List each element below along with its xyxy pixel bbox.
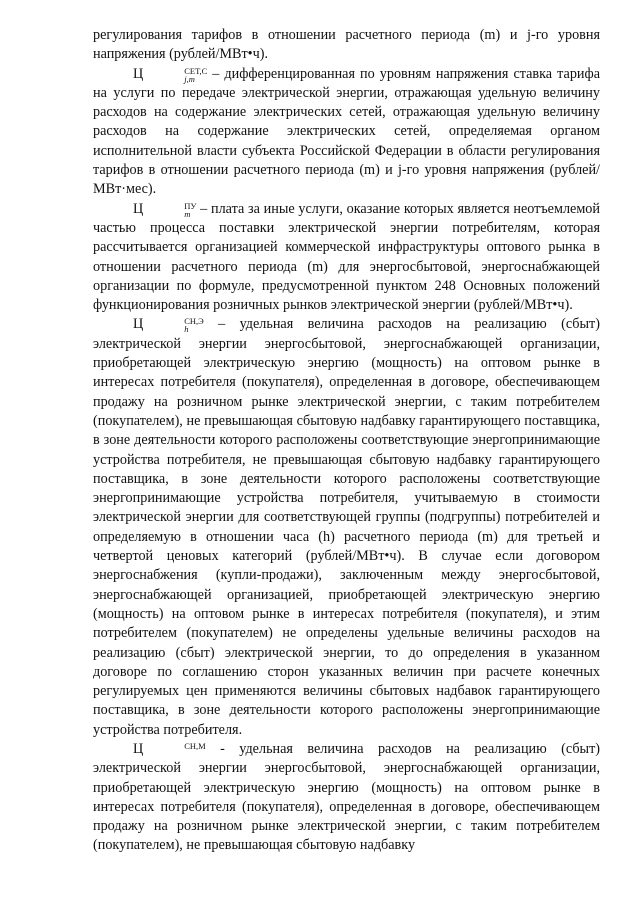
formula-symbol: Ц СН,Э h (133, 316, 204, 335)
symbol-subscript: h (184, 324, 189, 335)
symbol-subscript: j,m (184, 73, 195, 84)
paragraph-other-services (93, 200, 600, 316)
paragraph-text: регулирования тарифов в отношении расчетного периода (m) и j-го уровня напряжения (рублей/МВт•ч). (93, 27, 600, 63)
symbol-superscript: СН,М (184, 740, 206, 751)
paragraph-sales-markup-energy (93, 315, 600, 740)
symbol-superscript: ПУ (184, 200, 197, 211)
symbol-indices (144, 202, 196, 218)
formula-symbol: Ц СЕТ,С j,m (133, 65, 208, 84)
paragraph-text: – плата за иные услуги, оказание которых является неотъемлемой частью процесса поставки электрической энергии потребителям, которая рассчитывается организацией коммерческой инфраструктуры оптового рынка в отношении расчетного периода (m) для энергосбытовой, энергоснабжающей организации по формуле, предусмотренной пунктом 248 Основных положений функционирования розничных рынков электрической энергии (рублей/МВт•ч). (93, 200, 600, 314)
symbol-superscript: СН,Э (184, 316, 204, 327)
paragraph-continuation (93, 26, 600, 65)
symbol-superscript: СЕТ,С (184, 65, 208, 76)
symbol-subscript: m (184, 208, 191, 219)
symbol-indices (144, 67, 207, 83)
formula-symbol: Ц СН,М (133, 740, 206, 757)
symbol-indices (144, 317, 204, 333)
paragraph-sales-markup-power (93, 740, 600, 856)
paragraph-text: – дифференцированная по уровням напряжения ставка тарифа на услуги по передаче электрической энергии, отражающая удельную величину расходов на содержание электрических сетей, отражающая удельную величину расходов на содержание электрических сетей, определяемая органом исполнительной власти субъекта Российской Федерации в области регулирования тарифов в отношении расчетного периода (m) и j-го уровня напряжения (рублей/МВт·мес). (93, 65, 600, 198)
paragraph-network-rate (93, 65, 600, 200)
paragraph-text: - удельная величина расходов на реализацию (сбыт) электрической энергии энергосбытовой, энергоснабжающей организации, приобретающей электрическую энергию (мощность) на оптовом рынке в интересах потребителя (покупателя), определенная в договоре, обеспечивающем продажу на розничном рынке электрической энергии, с таким потребителем (покупателем), не превышающая сбытовую надбавку (93, 740, 600, 854)
symbol-indices (144, 742, 206, 758)
formula-symbol: Ц ПУ m (133, 200, 197, 219)
paragraph-text: – удельная величина расходов на реализацию (сбыт) электрической энергии энергосбытовой, энергоснабжающей организации, приобретающей электрическую энергию (мощность) на оптовом рынке в интересах потребителя (покупателя), определенная в договоре, обеспечивающем продажу на розничном рынке электрической энергии, с таким потребителем (покупателем), не превышающая сбытовую надбавку гарантирующего поставщика, в зоне деятельности которого расположены соответствующие энергопринимающие устройства потребителя, не превышающая сбытовую надбавку гарантирующего поставщика, в зоне деятельности которого расположены соответствующие энергопринимающие устройства потребителя, учитываемую в стоимости электрической энергии для соответствующей группы (подгруппы) потребителей и определяемую в отношении часа (h) расчетного периода (m) для третьей и четвертой ценовых категорий (рублей/МВт•ч). В случае если договором энергоснабжения (купли-продажи), заключенным между энергосбытовой, энергоснабжающей организацией, приобретающей электрическую энергию (мощность) на оптовом рынке в интересах потребителя (покупателя), и этим потребителем (покупателем) не определены удельные величины расходов на реализацию (сбыт) электрической энергии, то до определения в указанном договоре по соглашению сторон указанных величин при расчете конечных регулируемых цен применяются величины сбытовых надбавок гарантирующего поставщика, в зоне деятельности которого расположены энергопринимающие устройства потребителя. (93, 316, 600, 738)
